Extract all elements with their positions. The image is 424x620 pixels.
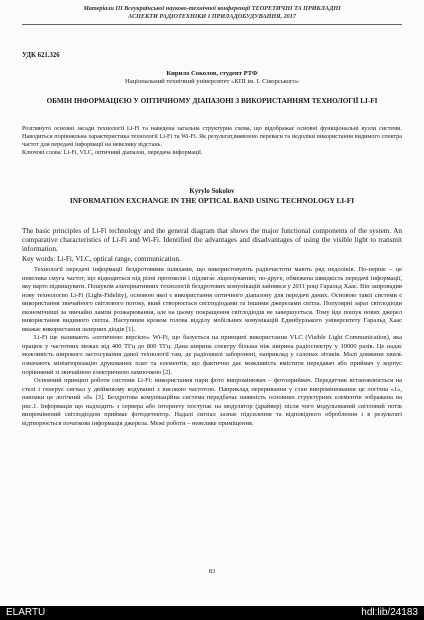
repository-name: ELARTU bbox=[6, 607, 46, 618]
author-name-en: Kyrylo Sokolov bbox=[189, 188, 235, 195]
handle-id: hdl:lib/24183 bbox=[361, 607, 418, 618]
archive-footer bbox=[0, 606, 424, 620]
keywords-en: Key words: Li-Fi, VLC, optical range, communication. bbox=[22, 254, 181, 263]
abstract-text-en: The basic principles of Li-Fi technology and the general diagram that shows the major functional components of the system. An comparative characteristics of Li-Fi and Wi-Fi. Identified the advantages and disadvantages of using the visible light to transmit information. bbox=[22, 227, 402, 254]
article-title-en: INFORMATION EXCHANGE IN THE OPTICAL BAND USING TECHNOLOGY LI-FI bbox=[69, 196, 355, 205]
header-line-1: Матеріали ІІІ Всеукраїнської науково-технічної конференції ТЕОРЕТИЧНІ ТА ПРИКЛАДНІ bbox=[83, 5, 341, 12]
header-divider bbox=[22, 24, 402, 25]
body-paragraph: Li-Fi ще називають «оптичною версією» Wi-Fi, що базується на принципі використання VLC (Visible Light Communication), яка працює у частотних межах від 400 ТГц до 800 ТГц. Дана ширина спектру більша ніж ширина радіоспектру у 10000 разів. Це надає можливість широкого застосування даної технології там, де радіохвилі заборонені, наприклад у салонах літаків. Малі довжини хвиль означають мініатюризацію друкованих плат та елементів, що фактично дає можливість вмістити передавач або приймач у корпус порівняний зі звичайною електричною лампочкою [2]. bbox=[22, 334, 402, 376]
udc-code: УДК 621.326 bbox=[22, 52, 60, 59]
author-affiliation: Національний технічний університет «КПІ ім. І. Сікорського» bbox=[124, 78, 300, 86]
author-block-ua bbox=[22, 70, 402, 87]
abstract-text-ua: Розглянуто основні засади технології Li-Fi та наведена загальна структурна схема, що відображає основні функціональні вузли системи. Наводиться порівняльна характеристика технології Li-Fi та Wi-Fi. Як результат,виявлено переваги та недоліки використання видимого спектра частот для передачі інформації на невелику відстань. bbox=[22, 125, 402, 149]
header-line-2: АСПЕКТИ РАДІОТЕХНІКИ І ПРИЛАДОБУДУВАННЯ, 2017 bbox=[128, 13, 296, 20]
article-title-ua: ОБМІН ІНФОРМАЦІЄЮ У ОПТИЧНОМУ ДІАПАЗОНІ З ВИКОРИСТАННЯМ ТЕХНОЛОГІЇ LI-FI bbox=[46, 97, 378, 105]
keywords-ua: Ключові слова: Li-Fi, VLC, оптичний діапазон, передача інформації. bbox=[22, 149, 203, 157]
body-paragraph: Технології передачі інформації бездротовими шляхами, що використовують радіочастоти мають ряд недоліків. По-перше – це невелика смуга частот, що відводиться під різні протоколи і підляга́є ліцензуванню, по-друге, обмежена швидкість передачі інформації, яку варто підвищувати. Пошуком альтернативних технологій бездротових комунікацій зайнявся у 2011 році Гаральд Хаас. Він запровадив нову технологію Li-Fi (Light-Fidelity), основою якої є використання оптичного діапазону для передачі даних. Основою такої системи є використання звичайного світлового потоку, який створюється світлодіодами та іншими джерелами світла. Популярні зараз світлодіоди економічніші за звичайні лампи розжарювання, але на цьому покращення світлодіодів не завершується. Тому йде пошук нових джерел використання видимого світла. Наступним кроком голова відділу мобільних комунікацій Единбурзького університету Гаральд Хаас вважає використання лазерних діодів [1]. bbox=[22, 266, 402, 333]
author-name-ua: Кирило Соколов, студент РТФ bbox=[166, 70, 258, 77]
body-text bbox=[22, 266, 402, 428]
page-number: 83 bbox=[208, 568, 216, 575]
abstract-en bbox=[22, 227, 402, 264]
conference-header bbox=[22, 5, 402, 21]
abstract-ua bbox=[22, 125, 402, 157]
body-paragraph: Основний принцип роботи системи Li-Fi: використання пари фото випромінювач – фотоприймач. Передатчик встановлюється на стелі і генерує сигнал у двійковому кодуванні з високою частотою. Наприклад переривання у стан випромінювання це логічна «1», навпаки це логічний «0» [3]. Бездротова комунікаційна система передбачає наявність основних структурних елементів зображена на рис.1. Інформація що надходить з сервера або інтернету поступає на модулятор (драйвер) після чого модульований світловий потік випромінений світлодіодом приймає фотодетектор. Надалі сигнал зазнає підсилення та відповідного оброблення і в результаті відтворюється початкова інформація джерела. Межі роботи – невелике приміщення. bbox=[22, 377, 402, 427]
